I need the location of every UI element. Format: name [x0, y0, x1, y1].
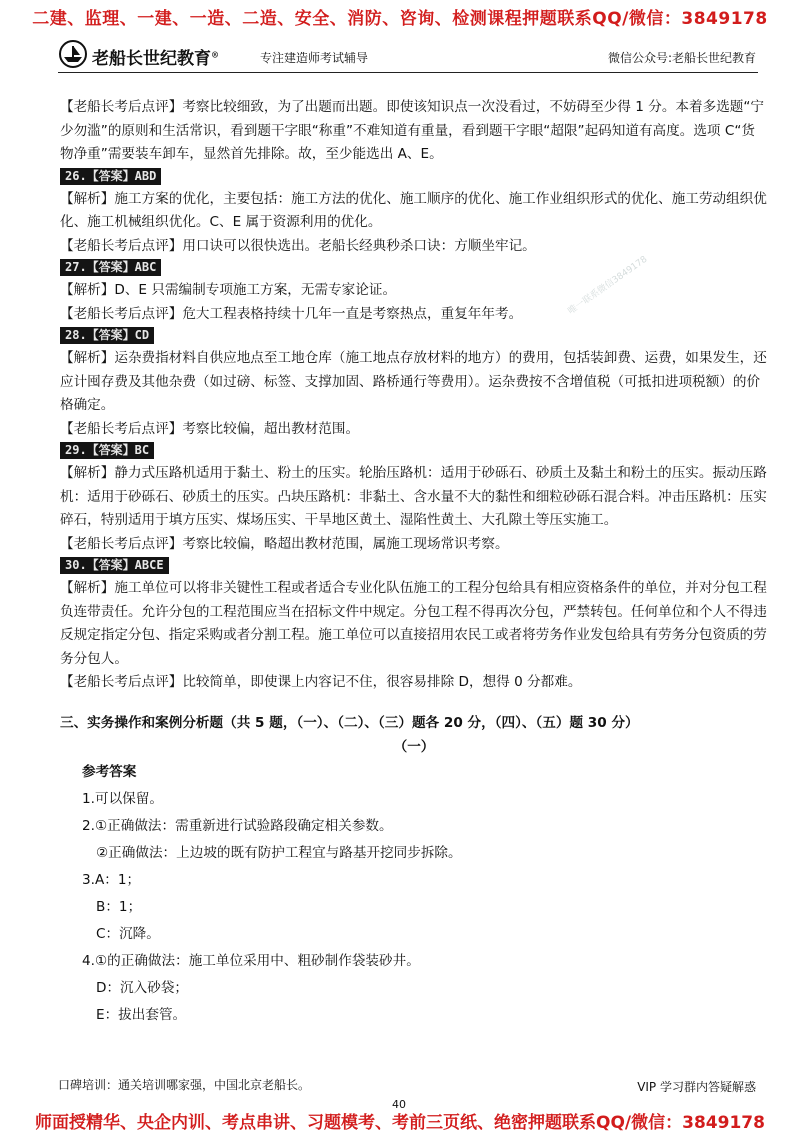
paragraph: 【老船长考后点评】考察比较偏，超出教材范围。: [60, 420, 360, 437]
paragraph: 【解析】静力式压路机适用于黏土、粉土的压实。轮胎压路机：适用于砂砾石、砂质土及黏土和粉土的压实。振动压路机：适用于砂砾石、砂质土的压实。凸块压路机：非黏土、含水量不大的黏性和细粒砂砾石混合料。冲击压路机：压实碎石，特别适用于填方压实、煤场压实、干旱地区黄土、湿陷性黄土、大孔隙土等压实施工。: [60, 465, 767, 528]
bottom-banner: 师面授精华、央企内训、考点串讲、习题模考、考前三页纸、绝密押题联系QQ/微信：3849178: [35, 1113, 765, 1133]
ship-logo-icon: [58, 40, 88, 68]
brand-name: 老船长世纪教育®: [92, 49, 219, 69]
answer-label-28: 28.【答案】CD: [60, 327, 154, 344]
document-body: [60, 96, 768, 1029]
paragraph: 【老船长考后点评】用口诀可以很快选出。老船长经典秒杀口诀：方顺坐牢记。: [60, 237, 536, 254]
answer-item: B：1；: [96, 898, 142, 915]
paragraph: 【解析】运杂费指材料自供应地点至工地仓库（施工地点存放材料的地方）的费用，包括装卸费、运费，如果发生，还应计囤存费及其他杂费（如过磅、标签、支撑加固、路桥通行等费用）。运杂费按不含增值税（可抵扣进项税额）的价格确定。: [60, 350, 767, 413]
sub-heading: （一）: [393, 738, 435, 755]
answer-item: ②正确做法：上边坡的既有防护工程宜与路基开挖同步拆除。: [96, 844, 462, 861]
header-slogan: 专注建造师考试辅导: [260, 51, 369, 65]
paragraph: 【老船长考后点评】考察比较细致，为了出题而出题。即使该知识点一次没看过，不妨碍至少得 1 分。本着多选题“宁少勿滥”的原则和生活常识，看到题干字眼“称重”不难知道有重量，看到题干字眼“超限”起码知道有高度。选项 C“货物净重”需要装车卸车，显然首先排除。故，至少能选出 A、E。: [60, 99, 765, 162]
answer-label-30: 30.【答案】ABCE: [60, 557, 169, 574]
answer-item: 1.可以保留。: [82, 790, 163, 807]
paragraph: 【老船长考后点评】比较简单，即使课上内容记不住，很容易排除 D，想得 0 分都难。: [60, 674, 582, 690]
section-heading: 三、实务操作和案例分析题（共 5 题，（一）、（二）、（三）题各 20 分，（四）、（五）题 30 分）: [60, 714, 639, 731]
answer-item: E：拔出套管。: [96, 1006, 187, 1023]
answer-item: 2.①正确做法：需重新进行试验路段确定相关参数。: [82, 817, 393, 834]
page-header: [58, 38, 758, 73]
paragraph: 【解析】施工单位可以将非关键性工程或者适合专业化队伍施工的工程分包给具有相应资格条件的单位，并对分包工程负连带责任。允许分包的工程范围应当在招标文件中规定。分包工程不得再次分包，严禁转包。任何单位和个人不得违反规定指定分包、指定采购或者分割工程。施工单位可以直接招用农民工或者将劳务作业发包给具有劳务分包资质的劳务分包人。: [60, 580, 767, 667]
reference-answer-heading: 参考答案: [82, 763, 137, 780]
page-number: 40: [392, 1098, 406, 1111]
answer-label-27: 27.【答案】ABC: [60, 259, 161, 276]
answer-item: 3.A：1；: [82, 871, 141, 888]
paragraph: 【老船长考后点评】危大工程表格持续十几年一直是考察热点，重复年年考。: [60, 305, 523, 322]
top-banner: 二建、监理、一建、一造、二造、安全、消防、咨询、检测课程押题联系QQ/微信：3849178: [32, 9, 768, 29]
paragraph: 【解析】施工方案的优化，主要包括：施工方法的优化、施工顺序的优化、施工作业组织形式的优化、施工劳动组织优化、施工机械组织优化。C、E 属于资源利用的优化。: [60, 190, 767, 230]
answer-label-29: 29.【答案】BC: [60, 442, 154, 459]
answer-label-26: 26.【答案】ABD: [60, 168, 161, 185]
footer-vip: VIP 学习群内答疑解惑: [637, 1080, 756, 1094]
answer-item: C：沉降。: [96, 925, 160, 942]
watermark: 唯一联系微信3849178: [566, 254, 650, 317]
answer-item: D：沉入砂袋；: [96, 979, 189, 996]
paragraph: 【解析】D、E 只需编制专项施工方案，无需专家论证。: [60, 282, 397, 298]
answer-item: 4.①的正确做法：施工单位采用中、粗砂制作袋装砂井。: [82, 952, 420, 969]
header-wechat: 微信公众号:老船长世纪教育: [607, 51, 756, 65]
paragraph: 【老船长考后点评】考察比较偏，略超出教材范围，属施工现场常识考察。: [60, 535, 509, 552]
footer-slogan: 口碑培训：通关培训哪家强，中国北京老船长。: [58, 1078, 311, 1092]
